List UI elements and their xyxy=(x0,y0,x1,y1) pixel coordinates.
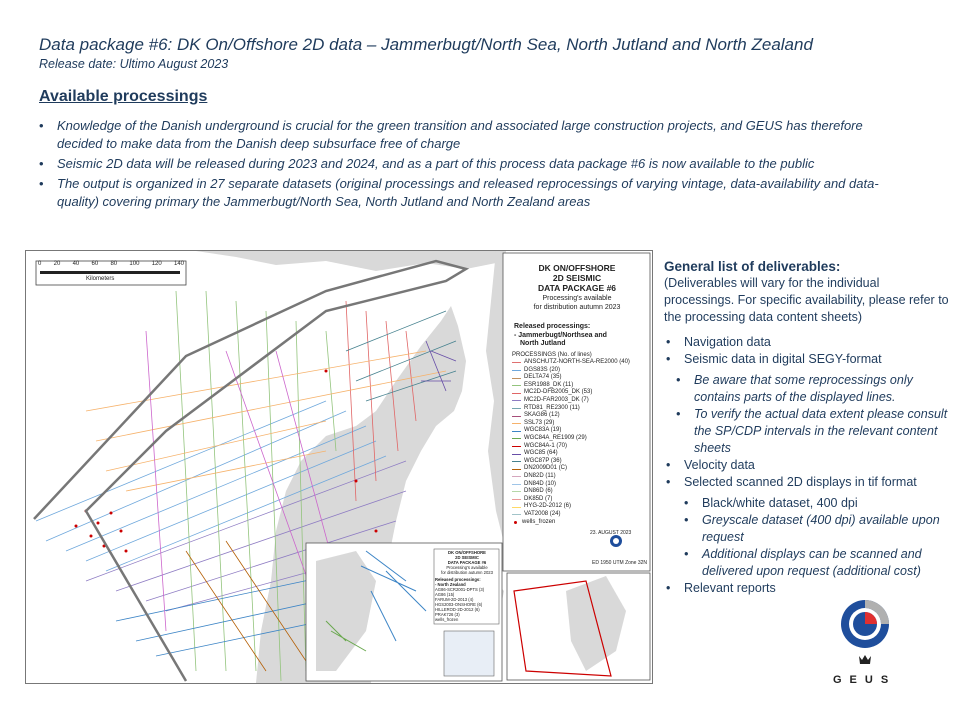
well-symbol-icon xyxy=(514,521,517,524)
crown-icon xyxy=(859,655,871,664)
line-swatch-icon xyxy=(512,476,521,477)
legend-item-label: DELTA74 (35) xyxy=(524,374,562,381)
legend-item xyxy=(512,443,648,451)
legend-item xyxy=(512,359,648,367)
scale-tick: 40 xyxy=(72,261,80,267)
inset-sub-line: Processing's available xyxy=(446,565,488,570)
legend-item xyxy=(512,389,648,397)
release-date: Release date: Ultimo August 2023 xyxy=(39,57,229,71)
inset-legend-item: FARUM-2D-2013 (4) xyxy=(435,597,474,602)
scale-tick: 140 xyxy=(173,261,184,267)
legend-item-label: DK85D (7) xyxy=(524,495,553,502)
legend-items xyxy=(512,359,648,526)
legend-title-line: DK ON/OFFSHORE xyxy=(538,263,616,273)
legend-item-label: HYG-2D-2012 (6) xyxy=(524,503,572,510)
line-swatch-icon xyxy=(512,484,521,485)
line-swatch-icon xyxy=(512,423,521,424)
legend-title-line: DATA PACKAGE #6 xyxy=(537,283,617,293)
line-swatch-icon xyxy=(512,385,521,386)
line-swatch-icon xyxy=(512,378,521,379)
inset-released: - North Zealand xyxy=(435,582,466,587)
inset-released: Released processings: xyxy=(435,577,481,582)
line-swatch-icon xyxy=(512,370,521,371)
deliverables-panel xyxy=(664,258,949,597)
seismic-map xyxy=(25,250,653,684)
projection-label: ED 1950 UTM Zone 32N xyxy=(592,560,648,566)
line-swatch-icon xyxy=(512,491,521,492)
deliverable-item: • Navigation data xyxy=(664,334,949,351)
deliverable-subitem: • Greyscale dataset (400 dpi) available upon request xyxy=(664,512,949,546)
legend-item-label: WGC87P (36) xyxy=(524,457,562,464)
legend-sub-line: Processing's available xyxy=(542,295,612,302)
scale-bar xyxy=(40,271,180,274)
legend-item xyxy=(512,435,648,443)
inset-sub-line: for distribution autumn 2023 xyxy=(441,570,493,575)
deliverable-subitem: • To verify the actual data extent please consult the SP/CDP intervals in the relevant content sheets xyxy=(664,406,949,457)
intro-bullet: • The output is organized in 27 separate datasets (original processings and released reprocessings of varying vintage, data-availability and data-quality) covering primary the Jammerbugt/North Sea, North Jutland and North Zealand areas xyxy=(39,175,899,211)
deliverable-subitem: • Black/white dataset, 400 dpi xyxy=(664,495,949,512)
legend-item-label: DN86D (6) xyxy=(524,488,553,495)
legend-item-label: MC2D-DFB2005_DK (53) xyxy=(524,389,593,396)
deliverable-item: • Selected scanned 2D displays in tif format xyxy=(664,474,949,491)
legend-item xyxy=(512,412,648,420)
legend-item-label: WGC84A-1 (70) xyxy=(524,442,568,449)
deliverables-list xyxy=(664,580,949,597)
legend-item xyxy=(512,473,648,481)
scale-tick: 0 xyxy=(38,261,42,267)
deliverables-note: (Deliverables will vary for the individual processings. For specific availability, please refer to the processing data content sheets) xyxy=(664,276,949,324)
inset-legend xyxy=(435,550,499,622)
legend-item xyxy=(512,503,648,511)
line-swatch-icon xyxy=(512,416,521,417)
deliverable-item: • Seismic data in digital SEGY-format xyxy=(664,351,949,368)
legend-item xyxy=(512,511,648,519)
legend-item-label: SSL73 (29) xyxy=(524,419,555,426)
line-swatch-icon xyxy=(512,446,521,447)
line-swatch-icon xyxy=(512,362,521,363)
scale-bar-labels xyxy=(38,261,184,267)
deliverables-list xyxy=(664,457,949,491)
legend-item-label: WGC83A (19) xyxy=(524,427,562,434)
inset-title-line: DK ON/OFFSHORE xyxy=(448,550,486,555)
line-swatch-icon xyxy=(512,469,521,470)
processings-heading: PROCESSINGS (No. of lines) xyxy=(512,351,592,358)
inset-legend-item: HGS2003-ONSHORE (6) xyxy=(435,602,483,607)
inset-items xyxy=(435,587,499,622)
line-swatch-icon xyxy=(512,461,521,462)
legend-title-line: 2D SEISMIC xyxy=(552,273,602,283)
map-legend xyxy=(506,263,648,538)
deliverable-subitem: • Be aware that some reprocessings only contains parts of the displayed lines. xyxy=(664,372,949,406)
line-swatch-icon xyxy=(512,400,521,401)
inset-legend-item: PRAK726 (3) xyxy=(435,612,460,617)
scale-tick: 80 xyxy=(110,261,118,267)
line-swatch-icon xyxy=(512,499,521,500)
legend-item xyxy=(512,367,648,375)
intro-bullet: • Seismic 2D data will be released during 2023 and 2024, and as a part of this process data package #6 is now available to the public xyxy=(39,155,899,173)
legend-item xyxy=(512,458,648,466)
legend-item-label: VAT2008 (24) xyxy=(524,510,561,517)
legend-item-label: ESR1988_DK (11) xyxy=(524,381,574,388)
deliverable-subitem: • Additional displays can be scanned and delivered upon request (additional cost) xyxy=(664,546,949,580)
legend-item-label: SKAG86 (12) xyxy=(524,412,560,419)
scale-tick: 20 xyxy=(53,261,61,267)
legend-item xyxy=(512,450,648,458)
deliverable-item: • Velocity data xyxy=(664,457,949,474)
legend-item xyxy=(512,397,648,405)
legend-sub-line: for distribution autumn 2023 xyxy=(533,304,621,311)
legend-item-label: WGC84A_RE1909 (29) xyxy=(524,435,587,442)
section-heading: Available processings xyxy=(39,88,208,105)
legend-item-label: DN82D (11) xyxy=(524,473,556,479)
legend-item xyxy=(512,427,648,435)
scale-unit: Kilometers xyxy=(86,276,115,282)
legend-item xyxy=(512,420,648,428)
inset-legend-item: HILLEROD-2D-2012 (6) xyxy=(435,607,480,612)
intro-bullet: • Knowledge of the Danish underground is crucial for the green transition and associated large construction projects, and GEUS has therefore decided to make data from the Danish deep subsurface free of charge xyxy=(39,117,899,153)
deliverables-heading: General list of deliverables: xyxy=(664,259,841,274)
inset-legend-item: AG86 (15) xyxy=(435,592,455,597)
legend-item-label: DN2009D01 (C) xyxy=(524,465,568,472)
line-swatch-icon xyxy=(512,438,521,439)
inset-legend-item: wells_frozen xyxy=(435,617,459,622)
deliverables-list xyxy=(664,334,949,368)
legend-item xyxy=(512,374,648,382)
line-swatch-icon xyxy=(512,454,521,455)
legend-item-label: ANSCHUTZ-NORTH-SEA-RE2000 (40) xyxy=(524,359,630,366)
line-swatch-icon xyxy=(512,408,521,409)
scale-tick: 60 xyxy=(91,261,99,267)
map-date: 23. AUGUST 2023 xyxy=(590,530,632,537)
geus-logo-text: GEUS xyxy=(833,674,897,686)
deliverable-sublist xyxy=(664,372,949,457)
inset-title-line: 2D SEISMIC xyxy=(455,555,479,560)
legend-item xyxy=(512,496,648,504)
released-area: North Jutland xyxy=(520,340,566,347)
legend-item xyxy=(512,481,648,489)
scale-tick: 120 xyxy=(151,261,162,267)
legend-item-label: MC2D-FAR2003_DK (7) xyxy=(524,397,589,404)
legend-item xyxy=(512,382,648,390)
line-swatch-icon xyxy=(512,514,521,515)
legend-item-label: WGC85 (64) xyxy=(524,450,558,457)
line-swatch-icon xyxy=(512,507,521,508)
legend-item-label: wells_frozen xyxy=(522,518,556,525)
legend-item xyxy=(512,519,648,527)
deliverable-item: • Relevant reports xyxy=(664,580,949,597)
released-area: - Jammerbugt/Northsea and xyxy=(514,331,607,339)
line-swatch-icon xyxy=(512,431,521,432)
legend-item-label: DN84D (10) xyxy=(524,480,557,487)
deliverable-sublist xyxy=(664,495,949,580)
line-swatch-icon xyxy=(512,393,521,394)
legend-item-label: RTD81_RE2300 (11) xyxy=(524,404,580,411)
inset-title-line: DATA PACKAGE #6 xyxy=(447,560,487,565)
legend-item xyxy=(512,488,648,496)
scale-tick: 100 xyxy=(129,261,140,267)
page-title: Data package #6: DK On/Offshore 2D data – Jammerbugt/North Sea, North Jutland and North Zealand xyxy=(39,35,813,54)
legend-item-label: DGS83S (20) xyxy=(524,366,561,373)
intro-bullet-list xyxy=(39,117,899,213)
legend-item xyxy=(512,405,648,413)
legend-item xyxy=(512,465,648,473)
inset-legend-item: AG86-SCR2001-DPTS (3) xyxy=(435,587,485,592)
released-heading: Released processings: xyxy=(514,323,591,330)
